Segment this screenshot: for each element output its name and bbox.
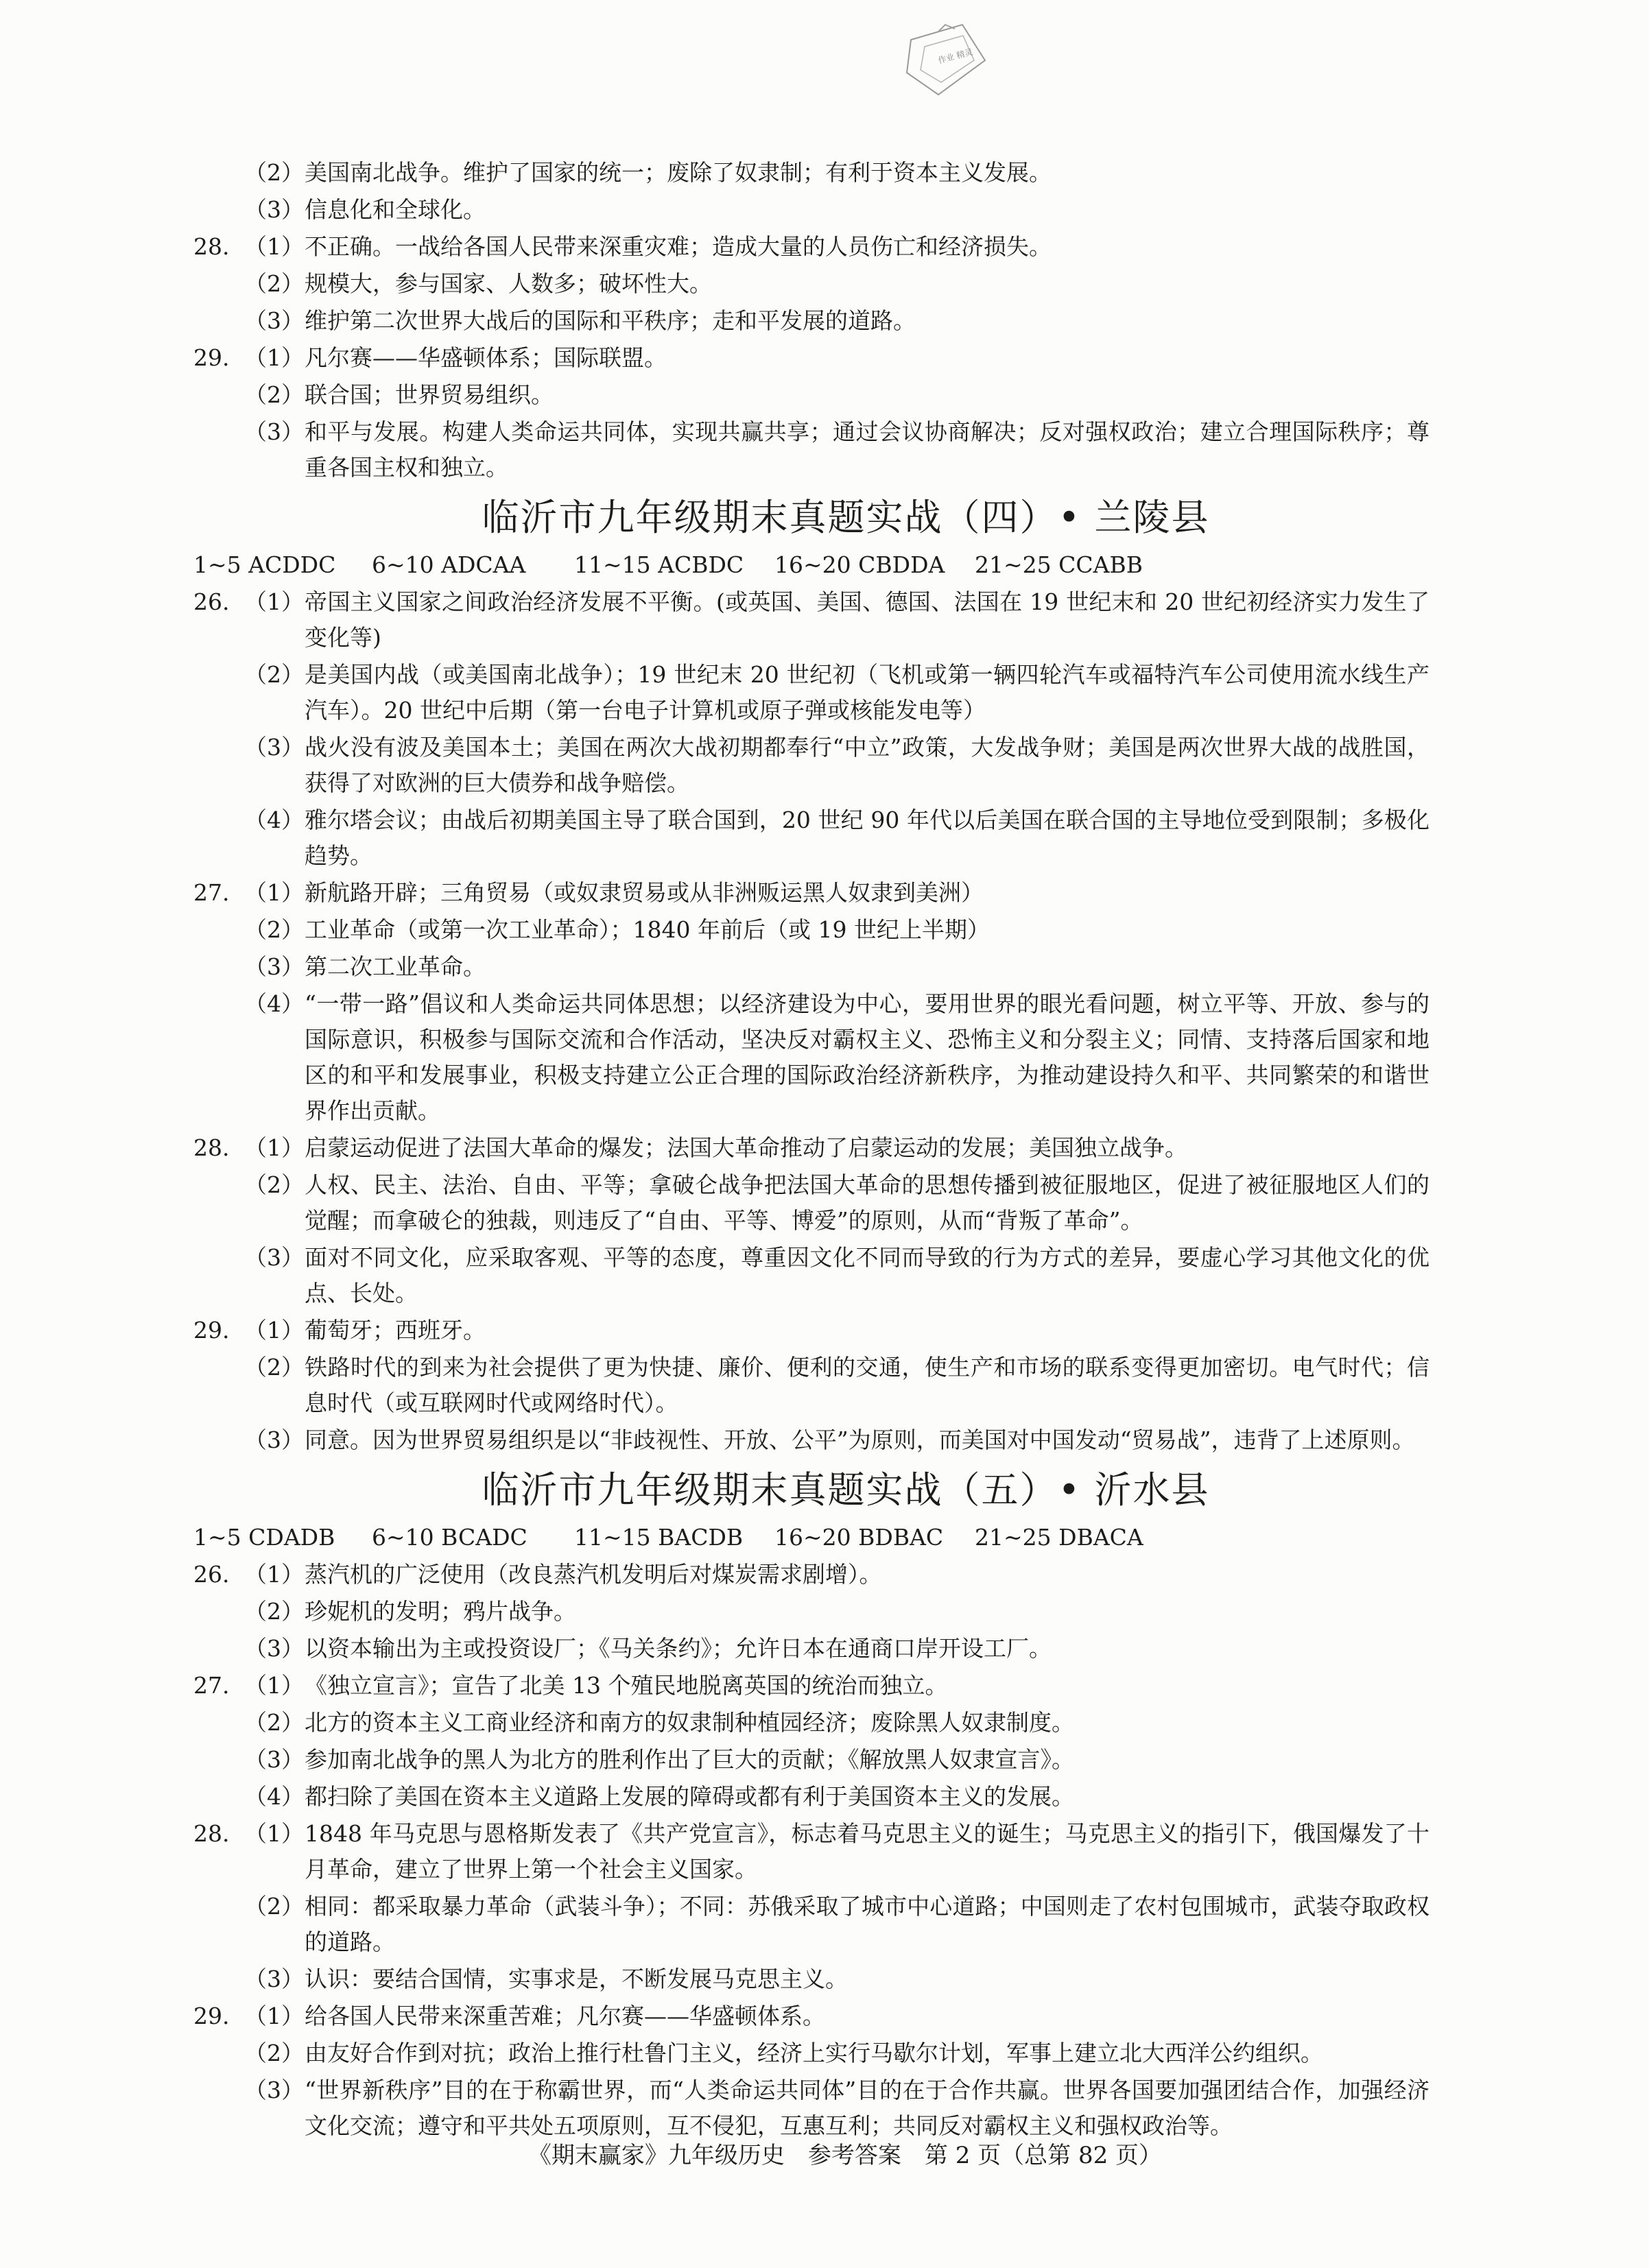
answer-text: 由友好合作到对抗；政治上推行杜鲁门主义，经济上实行马歇尔计划，军事上建立北大西洋公约组织。 [305,2040,1323,2066]
sub-question-label: （1） [244,344,304,371]
sub-question-label: （4） [244,1783,304,1810]
answer-text: 凡尔赛——华盛顿体系；国际联盟。 [305,344,667,371]
answer-text: 战火没有波及美国本土；美国在两次大战初期都奉行“中立”政策，大发战争财；美国是两次世界大战的战胜国，获得了对欧洲的巨大债券和战争赔偿。 [305,734,1429,796]
answer-text: 人权、民主、法治、自由、平等；拿破仑战争把法国大革命的思想传播到被征服地区，促进了被征服地区人们的觉醒；而拿破仑的独裁，则违反了“自由、平等、博爱”的原则，从而“背叛了革命”。 [305,1171,1429,1234]
answer-text: 同意。因为世界贸易组织是以“非歧视性、开放、公平”为原则，而美国对中国发动“贸易战”，违背了上述原则。 [305,1427,1415,1453]
answer-item [193,1631,1429,1667]
choice-answers: 6~10 ADCAA [372,551,526,578]
answer-item [193,1961,1429,1997]
answer-item [193,986,1429,1129]
answer-item [193,1705,1429,1741]
answer-item [193,1594,1429,1630]
answer-item [193,657,1429,728]
sub-question-label: （2） [244,2040,304,2066]
answer-text: 认识：要结合国情，实事求是，不断发展马克思主义。 [305,1966,848,1992]
answer-text: 启蒙运动促进了法国大革命的爆发；法国大革命推动了启蒙运动的发展；美国独立战争。 [305,1134,1187,1161]
answer-item [193,875,1429,911]
answer-item [193,1998,1429,2034]
answer-item [193,1240,1429,1311]
answer-item [193,266,1429,302]
answer-item [193,1816,1429,1887]
answer-text: 美国南北战争。维护了国家的统一；废除了奴隶制；有利于资本主义发展。 [305,159,1052,186]
sub-question-label: （3） [244,1427,304,1453]
question-number: 28. [193,1134,230,1161]
answer-item [193,340,1429,376]
answer-item [193,1557,1429,1592]
sub-question-label: （1） [244,2003,304,2029]
choice-answers: 6~10 BCADC [372,1524,527,1551]
answer-content [193,155,1429,2145]
answer-text: 工业革命（或第一次工业革命）；1840 年前后（或 19 世纪上半期） [305,916,990,943]
sub-question-label: （1） [244,1317,304,1344]
sub-question-label: （3） [244,1746,304,1773]
question-number: 28. [193,233,230,260]
answer-text: “世界新秩序”目的在于称霸世界，而“人类命运共同体”目的在于合作共赢。世界各国要加强团结合作，加强经济文化交流；遵守和平共处五项原则，互不侵犯，互惠互利；共同反对霸权主义和强权政治等。 [305,2077,1429,2139]
answer-item [193,2036,1429,2071]
question-number: 26. [193,588,230,615]
answer-item [193,229,1429,265]
answer-text: 和平与发展。构建人类命运共同体，实现共赢共享；通过会议协商解决；反对强权政治；建立合理国际秩序；尊重各国主权和独立。 [305,418,1429,481]
answer-text: 铁路时代的到来为社会提供了更为快捷、廉价、便利的交通，使生产和市场的联系变得更加密切。电气时代；信息时代（或互联网时代或网络时代）。 [305,1354,1429,1416]
answer-text: 帝国主义国家之间政治经济发展不平衡。(或英国、美国、德国、法国在 19 世纪末和 20 世纪初经济实力发生了变化等) [305,588,1429,651]
answer-item [193,1422,1429,1458]
answer-text: 面对不同文化，应采取客观、平等的态度，尊重因文化不同而导致的行为方式的差异，要虚心学习其他文化的优点、长处。 [305,1244,1429,1306]
answer-item [193,1167,1429,1239]
answer-text: 参加南北战争的黑人为北方的胜利作出了巨大的贡献；《解放黑人奴隶宣言》。 [305,1746,1074,1773]
answer-text: 北方的资本主义工商业经济和南方的奴隶制种植园经济；废除黑人奴隶制度。 [305,1709,1074,1736]
sub-question-label: （3） [244,1244,304,1271]
answer-item [193,1668,1429,1704]
answer-item [193,584,1429,656]
sub-question-label: （2） [244,1171,304,1198]
sub-question-label: （3） [244,953,304,980]
sub-question-label: （3） [244,196,304,223]
answer-text: 葡萄牙；西班牙。 [305,1317,486,1344]
answer-text: “一带一路”倡议和人类命运共同体思想；以经济建设为中心，要用世界的眼光看问题，树立平等、开放、参与的国际意识，积极参与国际交流和合作活动，坚决反对霸权主义、恐怖主义和分裂主义；同情、支持落后国家和地区的和平和发展事业，积极支持建立公正合理的国际政治经济新秩序，为推动建设持久和平、共同繁荣的和谐世界作出贡献。 [305,990,1429,1124]
choice-answers: 21~25 CCABB [975,551,1143,578]
answer-text: 联合国；世界贸易组织。 [305,381,554,408]
answer-text: 都扫除了美国在资本主义道路上发展的障碍或都有利于美国资本主义的发展。 [305,1783,1074,1810]
answer-text: 以资本输出为主或投资设厂；《马关条约》；允许日本在通商口岸开设工厂。 [305,1635,1052,1662]
sub-question-label: （1） [244,1134,304,1161]
answer-text: 新航路开辟；三角贸易（或奴隶贸易或从非洲贩运黑人奴隶到美洲） [305,879,984,906]
section5-title: 临沂市九年级期末真题实战（五）• 沂水县 [482,1468,1210,1512]
answer-text: 是美国内战（或美国南北战争）；19 世纪末 20 世纪初（飞机或第一辆四轮汽车或福特汽车公司使用流水线生产汽车）。20 世纪中后期（第一台电子计算机或原子弹或核能发电等） [305,661,1429,724]
sub-question-label: （2） [244,1709,304,1736]
section4-answers [193,584,1429,1458]
sub-question-label: （2） [244,159,304,186]
sub-question-label: （3） [244,734,304,761]
sub-question-label: （1） [244,588,304,615]
answer-item [193,1313,1429,1348]
answer-item [193,802,1429,874]
sub-question-label: （3） [244,307,304,334]
answer-item [193,912,1429,948]
choice-answers: 1~5 ACDDC [193,551,336,578]
answer-item [193,1130,1429,1166]
top-section [193,155,1429,486]
sub-question-label: （2） [244,1598,304,1625]
sub-question-label: （2） [244,916,304,943]
svg-text:作业 精灵: 作业 精灵 [937,47,974,66]
choice-answers: 16~20 BDBAC [774,1524,944,1551]
page-footer: 《期末赢家》九年级历史 参考答案 第 2 页（总第 82 页） [527,2142,1163,2169]
question-number: 29. [193,1317,230,1344]
answer-text: 维护第二次世界大战后的国际和平秩序；走和平发展的道路。 [305,307,916,334]
sub-question-label: （3） [244,2077,304,2103]
choice-answers: 11~15 BACDB [574,1524,744,1551]
sub-question-label: （3） [244,418,304,445]
sub-question-label: （1） [244,1561,304,1588]
answer-item [193,192,1429,228]
section4-choices [193,547,1429,583]
sub-question-label: （4） [244,990,304,1017]
answer-item [193,303,1429,339]
answer-item [193,414,1429,486]
answer-item [193,949,1429,985]
choice-answers: 16~20 CBDDA [774,551,945,578]
sub-question-label: （2） [244,270,304,297]
answer-text: 给各国人民带来深重苦难；凡尔赛——华盛顿体系。 [305,2003,825,2029]
sub-question-label: （3） [244,1635,304,1662]
answer-text: 雅尔塔会议；由战后初期美国主导了联合国到，20 世纪 90 年代以后美国在联合国的主导地位受到限制；多极化趋势。 [305,807,1429,869]
sub-question-label: （2） [244,1893,304,1920]
answer-text: 1848 年马克思与恩格斯发表了《共产党宣言》，标志着马克思主义的诞生；马克思主义的指引下，俄国爆发了十月革命，建立了世界上第一个社会主义国家。 [305,1820,1429,1883]
sub-question-label: （4） [244,807,304,833]
choice-answers: 1~5 CDADB [193,1524,335,1551]
answer-text: 珍妮机的发明；鸦片战争。 [305,1598,576,1625]
answer-item [193,730,1429,801]
sub-question-label: （2） [244,1354,304,1381]
question-number: 28. [193,1820,230,1847]
choice-answers: 11~15 ACBDC [574,551,744,578]
answer-item [193,377,1429,413]
section5-choices [193,1520,1429,1555]
answer-item [193,1889,1429,1960]
question-number: 27. [193,879,230,906]
answer-text: 信息化和全球化。 [305,196,486,223]
answer-text: 蒸汽机的广泛使用（改良蒸汽机发明后对煤炭需求剧增）。 [305,1561,882,1588]
answer-text: 规模大，参与国家、人数多；破坏性大。 [305,270,712,297]
answer-text: 不正确。一战给各国人民带来深重灾难；造成大量的人员伤亡和经济损失。 [305,233,1052,260]
answer-item [193,1742,1429,1778]
answer-text: 相同：都采取暴力革命（武装斗争）；不同：苏俄采取了城市中心道路；中国则走了农村包围城市，武装夺取政权的道路。 [305,1893,1429,1955]
section4-title: 临沂市九年级期末真题实战（四）• 兰陵县 [482,496,1210,539]
sub-question-label: （2） [244,661,304,688]
answer-item [193,1350,1429,1421]
stamp-logo [897,19,993,108]
sub-question-label: （1） [244,1820,304,1847]
question-number: 27. [193,1672,230,1699]
question-number: 26. [193,1561,230,1588]
section5-answers [193,1557,1429,2144]
sub-question-label: （3） [244,1966,304,1992]
answer-item [193,1779,1429,1815]
sub-question-label: （1） [244,233,304,260]
answer-item [193,155,1429,191]
sub-question-label: （1） [244,1672,304,1699]
question-number: 29. [193,2003,230,2029]
choice-answers: 21~25 DBACA [975,1524,1143,1551]
sub-question-label: （2） [244,381,304,408]
answer-text: 第二次工业革命。 [305,953,486,980]
question-number: 29. [193,344,230,371]
answer-text: 《独立宣言》；宣告了北美 13 个殖民地脱离英国的统治而独立。 [305,1672,948,1699]
sub-question-label: （1） [244,879,304,906]
answer-item [193,2073,1429,2144]
